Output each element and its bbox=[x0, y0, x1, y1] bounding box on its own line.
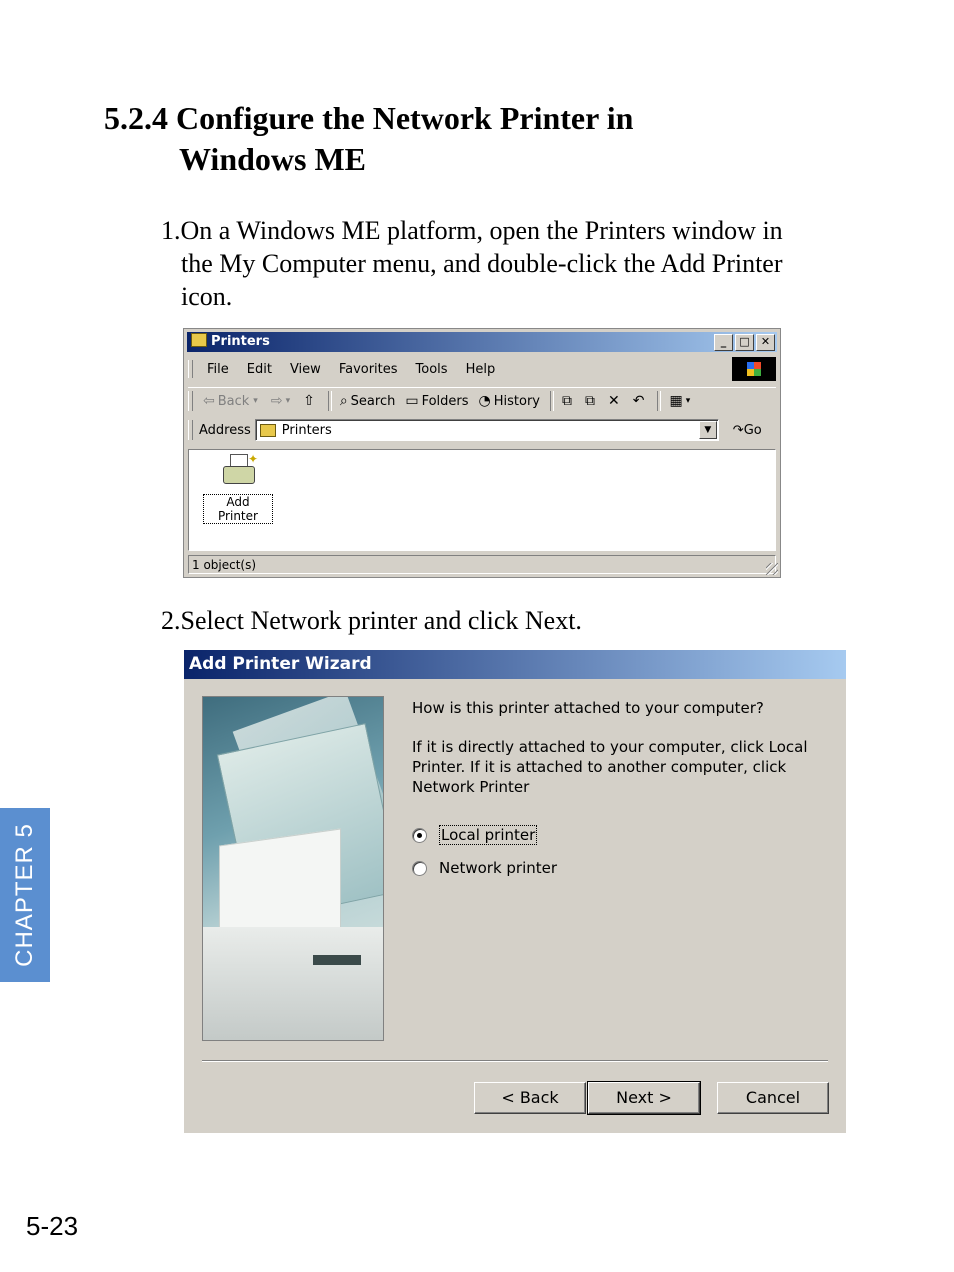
wizard-back-button[interactable]: < Back bbox=[474, 1082, 586, 1114]
windows-logo-icon bbox=[732, 357, 776, 381]
chapter-tab-label: CHAPTER 5 bbox=[11, 823, 38, 967]
folder-content-area bbox=[188, 449, 776, 551]
search-button[interactable] bbox=[340, 393, 396, 409]
wizard-title: Add Printer Wizard bbox=[189, 654, 372, 674]
network-printer-radio[interactable] bbox=[412, 861, 427, 876]
wizard-titlebar[interactable] bbox=[184, 650, 846, 679]
address-label: Address bbox=[199, 422, 251, 438]
wizard-next-button[interactable]: Next > bbox=[588, 1082, 700, 1114]
menu-help[interactable]: Help bbox=[465, 361, 496, 377]
address-dropdown-button[interactable]: ▼ bbox=[699, 421, 717, 439]
menu-favorites[interactable]: Favorites bbox=[338, 361, 398, 377]
wizard-divider bbox=[202, 1060, 828, 1062]
network-printer-label: Network printer bbox=[439, 859, 558, 877]
undo-icon: ↶ bbox=[632, 393, 645, 409]
folders-button[interactable] bbox=[405, 393, 468, 409]
menu-grip[interactable] bbox=[188, 360, 193, 378]
go-button[interactable] bbox=[733, 423, 762, 438]
status-text: 1 object(s) bbox=[192, 558, 257, 572]
up-folder-button[interactable] bbox=[303, 393, 318, 409]
forward-arrow-icon: ⇨ bbox=[270, 393, 283, 409]
menu-file[interactable]: File bbox=[207, 361, 229, 377]
local-printer-option[interactable] bbox=[412, 825, 537, 845]
views-button[interactable] bbox=[669, 393, 693, 409]
wizard-cancel-button[interactable]: Cancel bbox=[717, 1082, 829, 1114]
heading-line-1: 5.2.4 Configure the Network Printer in bbox=[104, 100, 634, 136]
wizard-question: How is this printer attached to your computer? bbox=[412, 699, 764, 717]
forward-button[interactable] bbox=[271, 393, 293, 409]
heading-line-2: Windows ME bbox=[179, 141, 367, 177]
address-bar bbox=[188, 417, 776, 443]
close-button[interactable]: ✕ bbox=[756, 334, 775, 351]
back-arrow-icon: ⇦ bbox=[203, 393, 215, 409]
up-folder-icon: ⇧ bbox=[303, 393, 315, 409]
printers-window bbox=[183, 328, 781, 578]
menu-edit[interactable]: Edit bbox=[246, 361, 272, 377]
search-icon: ⌕ bbox=[339, 393, 348, 409]
folders-icon: ▭ bbox=[405, 393, 419, 409]
wizard-description: If it is directly attached to your computer, click Local Printer. If it is attached to another computer, click Network Printer bbox=[412, 738, 808, 796]
go-arrow-icon: ↷ bbox=[732, 422, 744, 438]
wizard-printer-illustration bbox=[202, 696, 384, 1041]
network-printer-option[interactable] bbox=[412, 859, 557, 877]
step-1-text bbox=[161, 214, 861, 313]
search-label: Search bbox=[350, 393, 396, 409]
menu-view[interactable]: View bbox=[289, 361, 321, 377]
step-1-line-3: icon. bbox=[181, 282, 233, 311]
step-1-number: 1. bbox=[161, 216, 181, 245]
go-label: Go bbox=[743, 422, 762, 438]
add-printer-icon: ✦ bbox=[222, 454, 254, 488]
back-label: Back bbox=[217, 393, 250, 409]
undo-button[interactable] bbox=[633, 393, 648, 409]
menu-bar bbox=[188, 357, 776, 381]
toolbar-separator bbox=[550, 391, 554, 411]
copy-to-button[interactable] bbox=[585, 393, 598, 409]
toolbar-separator bbox=[657, 391, 661, 411]
address-grip[interactable] bbox=[188, 420, 193, 440]
local-printer-label: Local printer bbox=[441, 826, 536, 844]
copy-to-icon: ⧉ bbox=[585, 393, 595, 409]
local-printer-radio[interactable] bbox=[412, 828, 427, 843]
move-to-button[interactable] bbox=[562, 393, 575, 409]
address-field[interactable] bbox=[255, 419, 719, 441]
step-1-line-2: the My Computer menu, and double-click the Add Printer bbox=[181, 249, 783, 278]
folder-icon bbox=[191, 333, 207, 347]
section-heading bbox=[104, 98, 633, 180]
caption-buttons bbox=[714, 334, 775, 351]
dropdown-arrow-icon: ▾ bbox=[253, 396, 258, 406]
maximize-button[interactable]: □ bbox=[735, 334, 754, 351]
chapter-side-tab bbox=[0, 808, 50, 982]
minimize-button[interactable]: _ bbox=[714, 334, 733, 351]
history-button[interactable] bbox=[479, 393, 540, 409]
standard-toolbar bbox=[188, 387, 776, 414]
step-1-line-1: On a Windows ME platform, open the Printers window in bbox=[180, 216, 783, 245]
printers-window-titlebar[interactable] bbox=[187, 332, 777, 352]
delete-button[interactable] bbox=[608, 393, 623, 409]
move-to-icon: ⧉ bbox=[562, 393, 572, 409]
history-label: History bbox=[493, 393, 540, 409]
toolbar-separator bbox=[328, 391, 332, 411]
page-number: 5-23 bbox=[26, 1211, 79, 1241]
views-icon: ▦ bbox=[669, 393, 683, 409]
add-printer-label: Add Printer bbox=[203, 494, 273, 524]
dropdown-arrow-icon: ▾ bbox=[685, 396, 691, 406]
resize-grip-icon[interactable] bbox=[766, 563, 778, 575]
add-printer-item[interactable] bbox=[203, 454, 273, 524]
toolbar-grip[interactable] bbox=[188, 391, 193, 411]
step-2-text: 2.Select Network printer and click Next. bbox=[161, 606, 582, 635]
menu-tools[interactable]: Tools bbox=[415, 361, 448, 377]
dropdown-arrow-icon: ▾ bbox=[285, 396, 291, 406]
add-printer-wizard bbox=[184, 650, 846, 1133]
history-icon: ◔ bbox=[478, 393, 491, 409]
delete-icon: ✕ bbox=[608, 393, 620, 409]
address-value: Printers bbox=[281, 422, 332, 438]
status-bar bbox=[188, 555, 776, 574]
folders-label: Folders bbox=[421, 393, 469, 409]
printers-window-title: Printers bbox=[211, 334, 270, 349]
back-button[interactable] bbox=[203, 393, 261, 409]
printers-folder-icon bbox=[260, 424, 276, 437]
